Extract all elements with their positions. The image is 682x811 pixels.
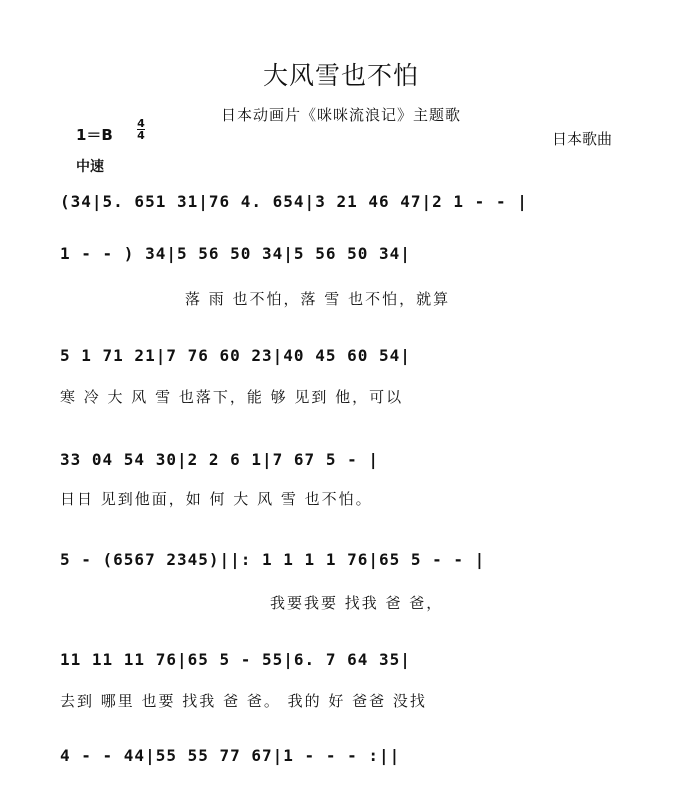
lyric-row-2: 落 雨 也不怕，落 雪 也不怕，就算 (185, 290, 451, 308)
notation-row-6: 11 11 11 76|65 5 - 55|6. 7 64 35| (60, 650, 411, 669)
time-signature-top: 4 (137, 117, 145, 130)
key-signature: 1＝B (76, 126, 113, 144)
lyric-row-5: 我要我要 找我 爸 爸， (270, 594, 444, 612)
notation-row-4: 33 04 54 30|2 2 6 1|7 67 5 - | (60, 450, 379, 469)
notation-row-7: 4 - - 44|55 55 77 67|1 - - - :|| (60, 746, 401, 765)
time-signature (137, 118, 145, 141)
lyric-row-4: 日日 见到他面，如 何 大 风 雪 也不怕。 (60, 490, 373, 508)
song-origin: 日本歌曲 (551, 130, 612, 148)
lyric-row-3: 寒 冷 大 风 雪 也落下，能 够 见到 他，可以 (60, 388, 404, 406)
time-signature-bottom: 4 (137, 129, 145, 142)
tempo-marking: 中速 (76, 159, 104, 175)
notation-row-5: 5 - (6567 2345)||: 1 1 1 1 76|65 5 - - | (60, 550, 486, 569)
notation-row-3: 5 1 71 21|7 76 60 23|40 45 60 54| (60, 346, 411, 365)
notation-row-2: 1 - - ) 34|5 56 50 34|5 56 50 34| (60, 244, 411, 263)
notation-row-1: (34|5. 651 31|76 4. 654|3 21 46 47|2 1 - - | (60, 192, 528, 211)
song-subtitle: 日本动画片《咪咪流浪记》主题歌 (220, 106, 461, 124)
lyric-row-6: 去到 哪里 也要 找我 爸 爸。 我的 好 爸爸 没找 (60, 692, 427, 710)
song-title: 大风雪也不怕 (262, 61, 419, 90)
